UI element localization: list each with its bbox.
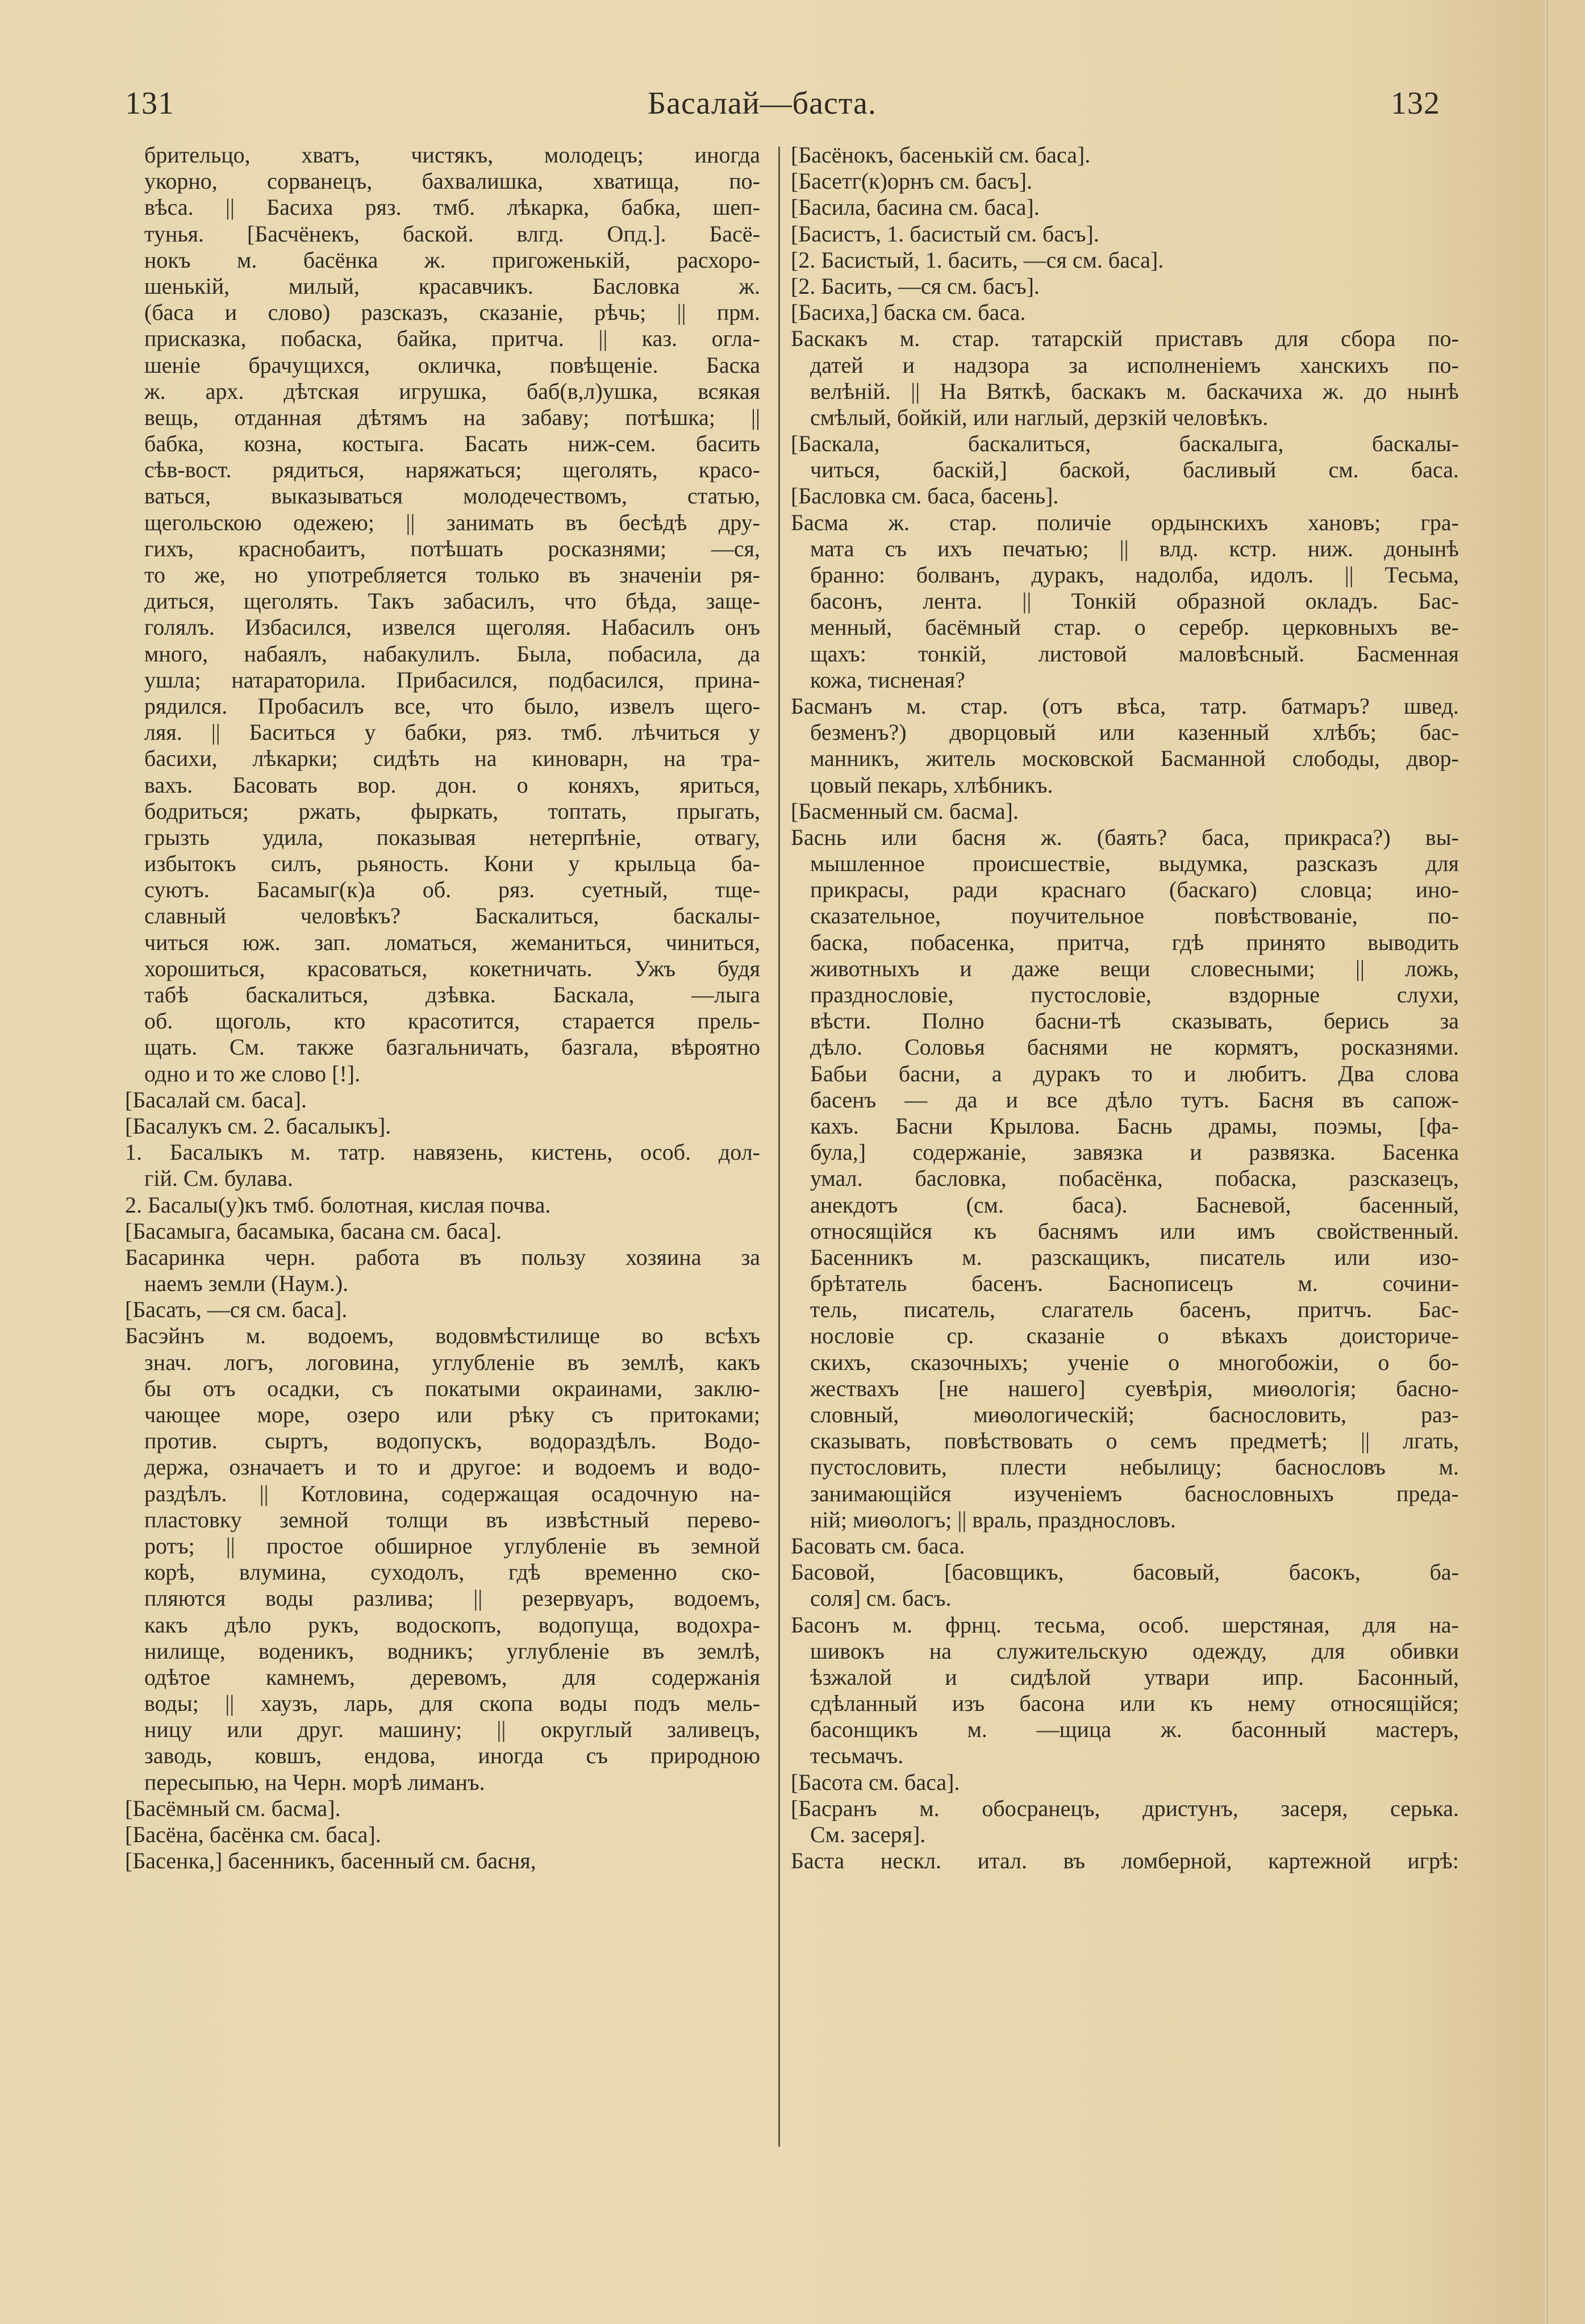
text-line: [Басменный см. басма]. <box>791 798 1019 824</box>
text-line: безменъ?) дворцовый или казенный хлѣбъ; бас- <box>810 719 1459 745</box>
text-line: рядился. Пробасилъ все, что было, извелъ щего- <box>144 693 760 719</box>
text-line: тунья. [Басчёнекъ, баской. влгд. Опд.]. Басё- <box>144 220 760 247</box>
text-line: цовый пекарь, хлѣбникъ. <box>810 772 1053 798</box>
text-line: [Басалай см. баса]. <box>125 1086 307 1113</box>
text-line: [Басёнокъ, басенькій см. баса]. <box>791 142 1091 168</box>
text-line: тель, писатель, слагатель басенъ, притчъ. Бас- <box>810 1297 1459 1323</box>
text-line: сказывать, повѣствовать о семъ предметѣ; || лгать, <box>810 1428 1459 1454</box>
text-line: [Басёмный см. басма]. <box>125 1795 341 1821</box>
text-line: об. щоголь, кто красотится, старается прель- <box>144 1008 760 1034</box>
text-line: грызть удила, показывая нетерпѣніе, отвагу, <box>144 824 760 850</box>
text-line: заводь, ковшъ, ендова, иногда съ природною <box>144 1743 760 1769</box>
text-line: ляя. || Баситься у бабки, ряз. тмб. лѣчиться у <box>144 719 760 745</box>
text-line: нословіе ср. сказаніе о вѣкахъ доисториче- <box>810 1323 1459 1349</box>
text-line: дѣло. Соловья баснями не кормятъ, росказнями. <box>810 1034 1459 1060</box>
text-line: [Баскала, баскалиться, баскалыга, баскалы- <box>791 431 1459 457</box>
text-line: голялъ. Избасился, извелся щеголяя. Набасилъ онъ <box>144 614 760 640</box>
text-line: нокъ м. басёнка ж. пригоженькій, расхоро- <box>144 247 760 273</box>
text-line: анекдотъ (см. баса). Басневой, басенный, <box>810 1192 1459 1218</box>
text-line: одно и то же слово [!]. <box>144 1060 361 1086</box>
left-column <box>125 142 760 1874</box>
text-line: баска, побасенка, притча, гдѣ принято выводить <box>810 929 1459 955</box>
page-number-left: 131 <box>125 86 174 121</box>
text-line: занимающійся изученіемъ баснословныхъ преда- <box>810 1480 1459 1506</box>
text-line: чающее море, озеро или рѣку съ притоками; <box>144 1402 760 1427</box>
text-line: ротъ; || простое обширное углубленіе въ земной <box>144 1532 760 1559</box>
adjacent-page-strip <box>1548 0 1585 2324</box>
text-line: щахъ: тонкій, листовой маловѣсный. Басменная <box>810 640 1459 667</box>
text-line: прикрасы, ради краснаго (баскаго) словца; ино- <box>810 877 1459 903</box>
text-line: вещь, отданная дѣтямъ на забаву; потѣшка; || <box>144 404 760 430</box>
text-line: умал. басловка, побасёнка, побаска, разсказецъ, <box>810 1165 1459 1192</box>
text-line: жествахъ [не нашего] суевѣрія, миѳологія; басно- <box>810 1375 1459 1401</box>
text-line: сказательное, поучительное повѣствованіе, по- <box>810 903 1459 929</box>
text-line: смѣлый, бойкій, или наглый, дерзкій человѣкъ. <box>810 404 1269 430</box>
text-line: менный, басёмный стар. о серебр. церковныхъ ве- <box>810 614 1459 640</box>
text-line: Басманъ м. стар. (отъ вѣса, татр. батмаръ? швед. <box>791 693 1459 719</box>
text-line: [Басранъ м. обосранецъ, дристунъ, засеря, серька. <box>791 1795 1459 1821</box>
text-line: ницу или друг. машину; || округлый заливецъ, <box>144 1717 760 1743</box>
text-line: (баса и слово) разсказъ, сказаніе, рѣчь; || прм. <box>144 299 760 326</box>
text-line: суютъ. Басамыг(к)а об. ряз. суетный, тще- <box>144 877 760 903</box>
text-line: вѣсти. Полно басни-тѣ сказывать, берись за <box>810 1008 1459 1034</box>
text-line: 2. Басалы(у)къ тмб. болотная, кислая почва. <box>125 1192 551 1218</box>
text-line: Басонъ м. фрнц. тесьма, особ. шерстяная, для на- <box>791 1611 1459 1638</box>
text-line: словный, миѳологическій; баснословить, раз- <box>810 1402 1459 1427</box>
text-line: сѣв-вост. рядиться, наряжаться; щеголять, красо- <box>144 457 760 483</box>
text-line: воды; || хаузъ, ларь, для скопа воды подъ мель- <box>144 1690 760 1717</box>
text-line: наемъ земли (Наум.). <box>144 1271 349 1297</box>
text-line: кожа, тисненая? <box>810 667 965 693</box>
text-line: то же, но употребляется только въ значеніи ря- <box>144 562 760 588</box>
column-divider <box>778 147 780 2147</box>
text-line: [2. Басистый, 1. басить, —ся см. баса]. <box>791 247 1164 273</box>
text-line: гихъ, краснобаитъ, потѣшать росказнями; —ся, <box>144 535 760 561</box>
text-line: [Басалукъ см. 2. басалыкъ]. <box>125 1113 391 1139</box>
text-line: шивокъ на служительскую одежду, для обивки <box>810 1638 1459 1664</box>
text-line: брѣтатель басенъ. Баснописецъ м. сочини- <box>810 1271 1459 1297</box>
text-line: Баснь или басня ж. (баять? баса, прикраса?) вы- <box>791 824 1459 850</box>
text-line: [2. Басить, —ся см. басъ]. <box>791 273 1040 299</box>
text-line: присказка, побаска, байка, притча. || каз. огла- <box>144 326 760 352</box>
text-line: ѣзжалой и сидѣлой утвари ипр. Басонный, <box>810 1664 1459 1690</box>
text-line: нилище, воденикъ, водникъ; углубленіе въ землѣ, <box>144 1638 760 1664</box>
text-line: празднословіе, пустословіе, вздорные слухи, <box>810 982 1459 1007</box>
text-line: Басовать см. баса. <box>791 1532 965 1559</box>
text-line: скихъ, сказочныхъ; ученіе о многобожіи, о бо- <box>810 1349 1459 1375</box>
text-line: животныхъ и даже вещи словесными; || ложь, <box>810 955 1459 981</box>
text-line: ваться, выказываться молодечествомъ, статью, <box>144 483 760 509</box>
text-line: бодриться; ржать, фыркать, топтать, прыгать, <box>144 798 760 824</box>
text-line: пересыпью, на Черн. морѣ лиманъ. <box>144 1769 485 1795</box>
text-line: [Басетг(к)орнъ см. басъ]. <box>791 168 1033 194</box>
text-line: хорошиться, красоваться, кокетничать. Ужъ будя <box>144 955 760 981</box>
text-line: соля] см. басъ. <box>810 1585 952 1611</box>
text-line: [Басистъ, 1. басистый см. басъ]. <box>791 220 1099 247</box>
text-line: См. засеря]. <box>810 1822 926 1847</box>
text-line: какъ дѣло рукъ, водоскопъ, водопуща, водохра- <box>144 1611 760 1638</box>
text-line: шеніе брачущихся, окличка, повѣщеніе. Баска <box>144 352 760 378</box>
text-line: бранно: болванъ, дуракъ, надолба, идолъ. || Тесьма, <box>810 562 1459 588</box>
text-line: укорно, сорванецъ, бахвалишка, хватища, по- <box>144 168 760 194</box>
page-header <box>0 85 1544 131</box>
text-line: Бабьи басни, а дуракъ то и любитъ. Два слова <box>810 1060 1459 1086</box>
text-line: пластовку земной толщи въ извѣстный перево- <box>144 1506 760 1532</box>
text-line: читься юж. зап. ломаться, жеманиться, чиниться, <box>144 929 760 955</box>
text-line: датей и надзора за исполненіемъ ханскихъ по- <box>810 352 1459 378</box>
text-line: манникъ, житель московской Басманной слободы, двор- <box>810 745 1459 772</box>
text-line: много, набаялъ, набакулилъ. Была, побасила, да <box>144 640 760 667</box>
text-line: Басовой, [басовщикъ, басовый, басокъ, ба- <box>791 1559 1459 1585</box>
text-line: щать. См. также базгальничать, базгала, вѣроятно <box>144 1034 760 1060</box>
text-line: щегольскою одежею; || занимать въ бесѣдѣ дру- <box>144 509 760 535</box>
text-line: сдѣланный изъ басона или къ нему относящійся; <box>810 1690 1459 1717</box>
text-line: басонщикъ м. —щица ж. басонный мастеръ, <box>810 1717 1459 1743</box>
text-line: читься, баскій,] баской, басливый см. баса. <box>810 457 1459 483</box>
text-line: раздѣлъ. || Котловина, содержащая осадочную на- <box>144 1480 760 1506</box>
text-line: пустословить, плести небылицу; баснословъ м. <box>810 1454 1459 1480</box>
text-line: ушла; натараторила. Прибасился, подбасился, прина- <box>144 667 760 693</box>
text-line: кахъ. Басни Крылова. Баснь драмы, поэмы, [фа- <box>810 1113 1459 1139</box>
text-line: [Басиха,] баска см. баса. <box>791 299 1026 326</box>
text-line: славный человѣкъ? Баскалиться, баскалы- <box>144 903 760 929</box>
text-line: тесьмачъ. <box>810 1743 904 1769</box>
text-line: Баскакъ м. стар. татарскій приставъ для сбора по- <box>791 326 1459 352</box>
text-line: против. сыртъ, водопускъ, водораздѣлъ. Водо- <box>144 1428 760 1454</box>
text-line: басихи, лѣкарки; сидѣть на киноварн, на тра- <box>144 745 760 772</box>
text-line: бы отъ осадки, съ покатыми окраинами, заклю- <box>144 1375 760 1401</box>
text-line: диться, щеголять. Такъ забасилъ, что бѣда, защe- <box>144 588 760 614</box>
text-line: бабка, козна, костыга. Басать ниж-сем. басить <box>144 431 760 457</box>
running-head: Басалай—баста. <box>648 86 877 121</box>
text-line: знач. логъ, логовина, углубленіе въ землѣ, какъ <box>144 1349 760 1375</box>
right-column <box>791 142 1459 1874</box>
text-line: 1. Басалыкъ м. татр. навязень, кистень, особ. дол- <box>125 1139 760 1165</box>
text-line: [Басловка см. баса, басень]. <box>791 483 1059 509</box>
text-line: мышленное происшествіе, выдумка, разсказъ для <box>810 851 1459 877</box>
text-line: Басма ж. стар. поличіе ордынскихъ хановъ; гра- <box>791 509 1459 535</box>
text-line: вахъ. Басовать вор. дон. о коняхъ, яриться, <box>144 772 760 798</box>
text-line: басенъ — да и все дѣло тутъ. Басня въ сапож- <box>810 1086 1459 1113</box>
text-line: [Басёна, басёнка см. баса]. <box>125 1822 381 1847</box>
text-line: держа, означаетъ и то и другое: и водоемъ и водо- <box>144 1454 760 1480</box>
text-line: [Басамыга, басамыка, басана см. баса]. <box>125 1218 502 1244</box>
text-line: вѣса. || Басиха ряз. тмб. лѣкарка, бабка, шеп- <box>144 194 760 220</box>
text-line: Баста нескл. итал. въ ломберной, картежной игрѣ: <box>791 1848 1459 1874</box>
text-line: корѣ, влумина, суходолъ, гдѣ временно ско- <box>144 1559 760 1585</box>
text-line: мата съ ихъ печатью; || влд. кстр. ниж. донынѣ <box>810 535 1459 561</box>
text-line: ній; миѳологъ; || враль, празднословъ. <box>810 1506 1176 1532</box>
text-line: брительцо, хватъ, чистякъ, молодецъ; иногда <box>144 142 760 168</box>
text-line: велѣній. || На Вяткѣ, баскакъ м. баскачиха ж. до нынѣ <box>810 378 1459 404</box>
text-line: одѣтое камнемъ, деревомъ, для содержанія <box>144 1664 760 1690</box>
text-line: Басенникъ м. разскащикъ, писатель или изо- <box>810 1244 1459 1270</box>
page-number-right: 132 <box>1391 86 1440 121</box>
text-line: [Басота см. баса]. <box>791 1769 960 1795</box>
text-line: избытокъ силъ, рьяность. Кони у крыльца ба- <box>144 851 760 877</box>
text-line: [Басила, басина см. баса]. <box>791 194 1040 220</box>
text-line: относящійся къ баснямъ или имъ свойственный. <box>810 1218 1459 1244</box>
text-line: басонъ, лента. || Тонкій образной окладъ. Бас- <box>810 588 1459 614</box>
text-line: [Басенка,] басенникъ, басенный см. басня, <box>125 1848 536 1874</box>
text-line: [Басать, —ся см. баса]. <box>125 1297 348 1323</box>
text-line: гій. См. булава. <box>144 1165 293 1192</box>
text-line: пляются воды разлива; || резервуаръ, водоемъ, <box>144 1585 760 1611</box>
text-line: ж. арх. дѣтская игрушка, баб(в,л)ушка, всякая <box>144 378 760 404</box>
text-line: була,] содержаніе, завязка и развязка. Басенка <box>810 1139 1459 1165</box>
text-line: Басэйнъ м. водоемъ, водовмѣстилище во всѣхъ <box>125 1323 760 1349</box>
text-line: шенькій, милый, красавчикъ. Басловка ж. <box>144 273 760 299</box>
text-line: табѣ баскалиться, дзѣвка. Баскала, —лыга <box>144 982 760 1007</box>
text-line: Басаринка черн. работа въ пользу хозяина за <box>125 1244 760 1270</box>
